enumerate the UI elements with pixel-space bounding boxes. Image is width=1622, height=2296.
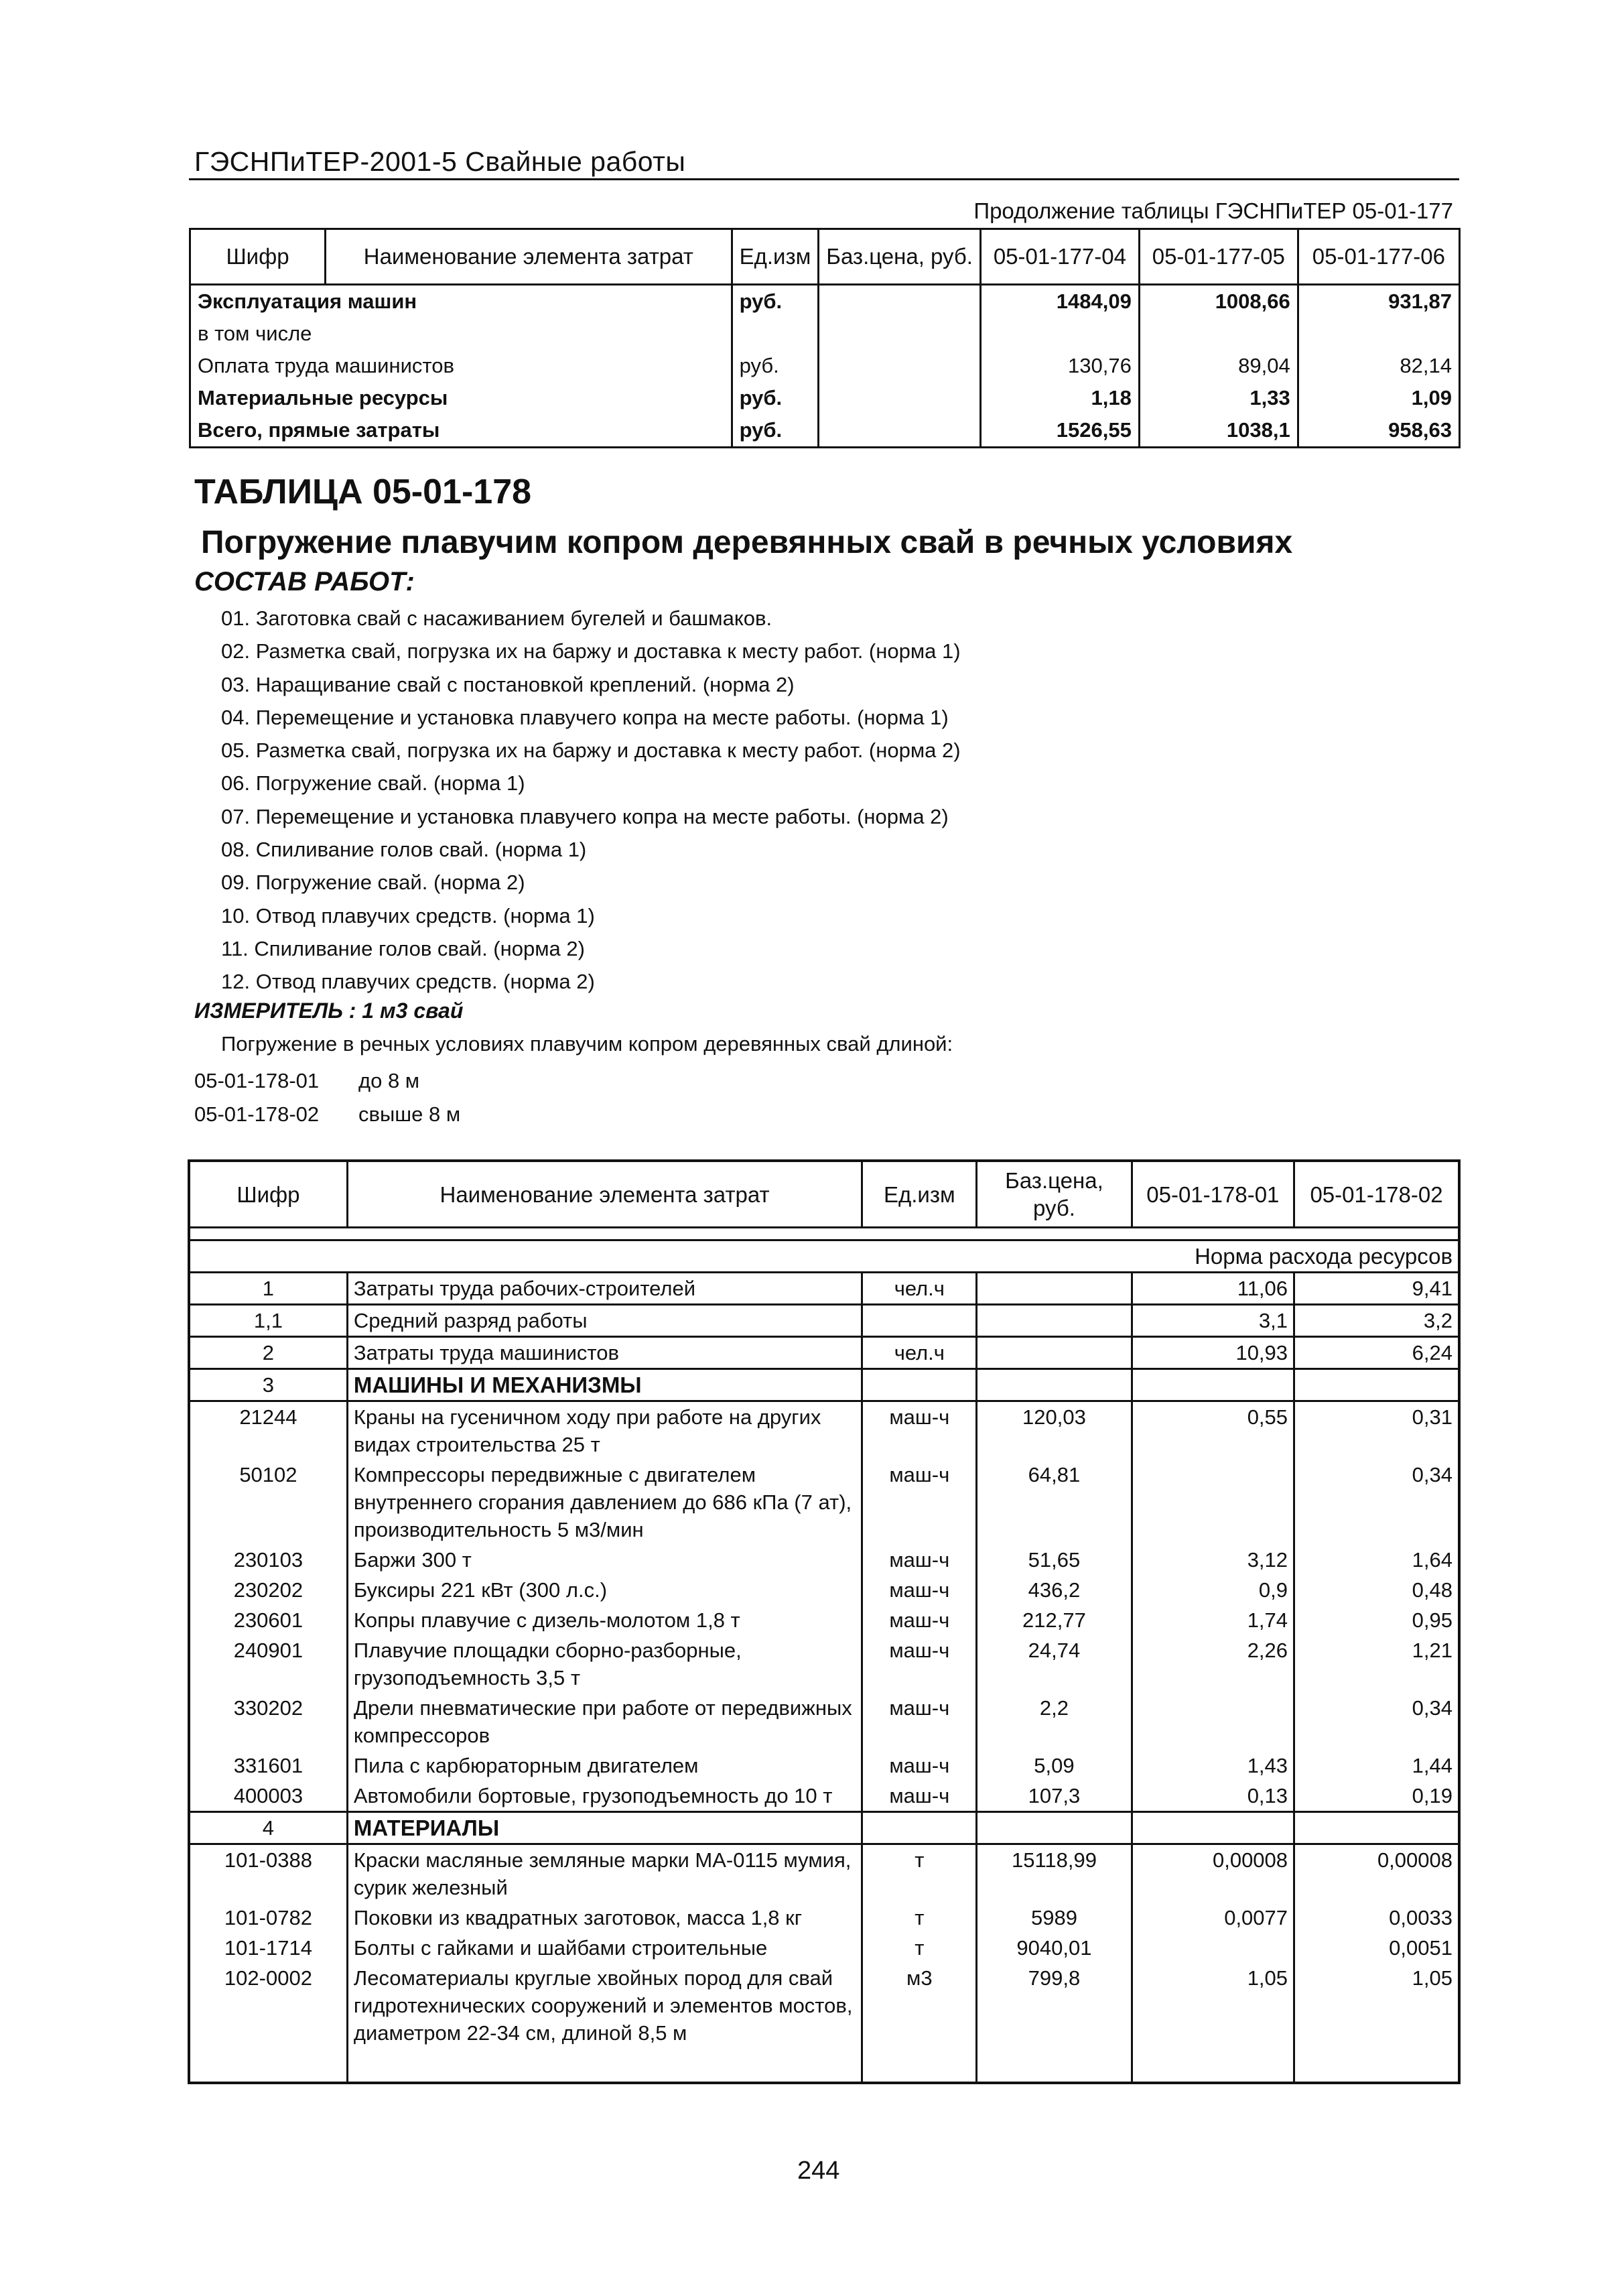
empty-cell	[862, 2048, 977, 2083]
code-list	[194, 1064, 460, 1131]
row-price: 212,77	[977, 1605, 1132, 1635]
table1-header-row	[190, 229, 1460, 285]
row-value: 3,2	[1294, 1305, 1459, 1337]
continuation-note: Продолжение таблицы ГЭСНПиТЕР 05-01-177	[973, 198, 1453, 223]
table-row	[189, 1460, 1459, 1545]
row-name: Автомобили бортовые, грузоподъемность до 10 т	[347, 1781, 862, 1812]
row-price	[819, 414, 981, 448]
row-price: 436,2	[977, 1575, 1132, 1605]
row-price	[977, 1812, 1132, 1844]
table-row	[190, 318, 1460, 350]
row-value: 1,43	[1132, 1750, 1294, 1781]
code-id: 05-01-178-02	[194, 1102, 320, 1126]
work-item: 12. Отвод плавучих средств. (норма 2)	[221, 970, 595, 994]
row-value: 0,48	[1294, 1575, 1459, 1605]
row-value: 0,9	[1132, 1575, 1294, 1605]
empty-cell	[1132, 2048, 1294, 2083]
row-unit: руб.	[732, 414, 819, 448]
table-row	[189, 1575, 1459, 1605]
row-unit: т	[862, 1933, 977, 1963]
table-row	[189, 1273, 1459, 1305]
row-name: Баржи 300 т	[347, 1545, 862, 1575]
row-value: 2,26	[1132, 1635, 1294, 1693]
work-item: 09. Погружение свай. (норма 2)	[221, 871, 525, 895]
row-unit: маш-ч	[862, 1781, 977, 1812]
row-code: 4	[189, 1812, 347, 1844]
row-value: 10,93	[1132, 1337, 1294, 1369]
row-price: 24,74	[977, 1635, 1132, 1693]
row-value: 1,44	[1294, 1750, 1459, 1781]
row-value: 1526,55	[980, 414, 1139, 448]
row-unit: т	[862, 1844, 977, 1903]
work-item: 03. Наращивание свай с постановкой креплений. (норма 2)	[221, 672, 795, 696]
row-code: 1	[189, 1273, 347, 1305]
row-price: 9040,01	[977, 1933, 1132, 1963]
header-rule	[189, 178, 1459, 180]
table-row	[189, 1545, 1459, 1575]
row-name: МАТЕРИАЛЫ	[347, 1812, 862, 1844]
row-value: 3,12	[1132, 1545, 1294, 1575]
row-unit: чел.ч	[862, 1337, 977, 1369]
work-item: 06. Погружение свай. (норма 1)	[221, 771, 525, 795]
table1-header-cell: 05-01-177-06	[1298, 229, 1459, 285]
row-value: 0,00008	[1294, 1844, 1459, 1903]
table2-header-cell: 05-01-178-02	[1294, 1161, 1459, 1228]
empty-cell	[977, 2048, 1132, 2083]
row-price	[819, 350, 981, 382]
table-row	[189, 1305, 1459, 1337]
row-code: 2	[189, 1337, 347, 1369]
row-value: 1484,09	[980, 285, 1139, 318]
table1-header-cell: Ед.изм	[732, 229, 819, 285]
row-unit: руб.	[732, 285, 819, 318]
row-code: 101-0782	[189, 1903, 347, 1933]
table1-header-cell: Наименование элемента затрат	[326, 229, 732, 285]
table2-body	[189, 1273, 1459, 2084]
table-row	[189, 1337, 1459, 1369]
norm-row	[189, 1240, 1459, 1273]
row-price	[819, 318, 981, 350]
row-name: Материальные ресурсы	[190, 382, 732, 414]
row-code: 230601	[189, 1605, 347, 1635]
row-unit	[732, 318, 819, 350]
row-value: 0,31	[1294, 1401, 1459, 1460]
row-code: 1,1	[189, 1305, 347, 1337]
work-item: 02. Разметка свай, погрузка их на баржу и доставка к месту работ. (норма 1)	[221, 639, 961, 663]
row-value: 931,87	[1298, 285, 1459, 318]
row-code: 101-0388	[189, 1844, 347, 1903]
row-value: 89,04	[1139, 350, 1298, 382]
row-name: Буксиры 221 кВт (300 л.с.)	[347, 1575, 862, 1605]
row-price	[819, 285, 981, 318]
table-row	[189, 1903, 1459, 1933]
code-id: 05-01-178-01	[194, 1069, 320, 1092]
row-value: 0,0077	[1132, 1903, 1294, 1933]
row-price: 51,65	[977, 1545, 1132, 1575]
row-value: 1,09	[1298, 382, 1459, 414]
row-code: 330202	[189, 1693, 347, 1750]
empty-cell	[1294, 2048, 1459, 2083]
row-code: 230202	[189, 1575, 347, 1605]
row-value: 6,24	[1294, 1337, 1459, 1369]
table2-header-cell: Шифр	[189, 1161, 347, 1228]
row-unit: маш-ч	[862, 1693, 977, 1750]
row-code: 101-1714	[189, 1933, 347, 1963]
row-name: Всего, прямые затраты	[190, 414, 732, 448]
table-title: ТАБЛИЦА 05-01-178	[194, 472, 532, 511]
row-value: 130,76	[980, 350, 1139, 382]
row-price: 107,3	[977, 1781, 1132, 1812]
row-unit: руб.	[732, 350, 819, 382]
table-row	[189, 1401, 1459, 1460]
measure-unit: ИЗМЕРИТЕЛЬ : 1 м3 свай	[194, 999, 464, 1023]
row-value: 11,06	[1132, 1273, 1294, 1305]
row-name: Дрели пневматические при работе от передвижных компрессоров	[347, 1693, 862, 1750]
row-value: 0,34	[1294, 1693, 1459, 1750]
row-value	[1294, 1812, 1459, 1844]
table2-header-cell: Баз.цена, руб.	[977, 1161, 1132, 1228]
row-name: Эксплуатация машин	[190, 285, 732, 318]
row-value	[1132, 1933, 1294, 1963]
row-value: 0,0033	[1294, 1903, 1459, 1933]
row-code: 102-0002	[189, 1963, 347, 2048]
running-title: ГЭСНПиТЕР-2001-5 Свайные работы	[194, 146, 686, 177]
code-item	[194, 1098, 460, 1131]
row-value	[1132, 1460, 1294, 1545]
row-name: Поковки из квадратных заготовок, масса 1,8 кг	[347, 1903, 862, 1933]
code-item	[194, 1064, 460, 1098]
row-value: 1,74	[1132, 1605, 1294, 1635]
row-name: Краны на гусеничном ходу при работе на других видах строительства 25 т	[347, 1401, 862, 1460]
row-value: 82,14	[1298, 350, 1459, 382]
empty-cell	[347, 2048, 862, 2083]
row-code: 240901	[189, 1635, 347, 1693]
row-code: 331601	[189, 1750, 347, 1781]
row-value: 0,19	[1294, 1781, 1459, 1812]
row-value	[1132, 1369, 1294, 1401]
row-name: Затраты труда рабочих-строителей	[347, 1273, 862, 1305]
row-value	[1294, 1369, 1459, 1401]
table-row	[189, 1605, 1459, 1635]
codes-intro: Погружение в речных условиях плавучим копром деревянных свай длиной:	[221, 1032, 953, 1056]
work-item: 10. Отвод плавучих средств. (норма 1)	[221, 903, 595, 928]
row-name: в том числе	[190, 318, 732, 350]
row-name: Средний разряд работы	[347, 1305, 862, 1337]
row-price: 5989	[977, 1903, 1132, 1933]
row-unit: маш-ч	[862, 1545, 977, 1575]
section-row	[189, 1812, 1459, 1844]
row-unit: маш-ч	[862, 1605, 977, 1635]
row-price	[819, 382, 981, 414]
table-row	[189, 1750, 1459, 1781]
row-unit: маш-ч	[862, 1460, 977, 1545]
row-value	[1298, 318, 1459, 350]
row-value	[1139, 318, 1298, 350]
row-value: 1,33	[1139, 382, 1298, 414]
code-desc: свыше 8 м	[358, 1102, 461, 1126]
table-row	[190, 285, 1460, 318]
table1-header-cell: Баз.цена, руб.	[819, 229, 981, 285]
row-name: Оплата труда машинистов	[190, 350, 732, 382]
row-value	[1132, 1812, 1294, 1844]
row-value: 0,95	[1294, 1605, 1459, 1635]
row-name: Плавучие площадки сборно-разборные, грузоподъемность 3,5 т	[347, 1635, 862, 1693]
row-unit: маш-ч	[862, 1635, 977, 1693]
row-name: МАШИНЫ И МЕХАНИЗМЫ	[347, 1369, 862, 1401]
table2-header-cell: Ед.изм	[862, 1161, 977, 1228]
row-value: 958,63	[1298, 414, 1459, 448]
work-item: 05. Разметка свай, погрузка их на баржу и доставка к месту работ. (норма 2)	[221, 739, 961, 763]
row-code: 400003	[189, 1781, 347, 1812]
table-row	[189, 1635, 1459, 1693]
empty-cell	[189, 2048, 347, 2083]
row-value: 1,05	[1132, 1963, 1294, 2048]
table2-header-cell: 05-01-178-01	[1132, 1161, 1294, 1228]
row-unit: т	[862, 1903, 977, 1933]
row-value: 0,0051	[1294, 1933, 1459, 1963]
row-value: 0,13	[1132, 1781, 1294, 1812]
table-subtitle: Погружение плавучим копром деревянных свай в речных условиях	[201, 525, 1293, 560]
table-row	[190, 414, 1460, 448]
row-value: 1,21	[1294, 1635, 1459, 1693]
row-value: 1,64	[1294, 1545, 1459, 1575]
row-unit	[862, 1812, 977, 1844]
row-name: Пила с карбюраторным двигателем	[347, 1750, 862, 1781]
table2-header-cell: Наименование элемента затрат	[347, 1161, 862, 1228]
row-name: Компрессоры передвижные с двигателем внутреннего сгорания давлением до 686 кПа (7 ат), производительность 5 м3/мин	[347, 1460, 862, 1545]
work-item: 07. Перемещение и установка плавучего копра на месте работы. (норма 2)	[221, 804, 949, 828]
table1-header-cell: 05-01-177-04	[980, 229, 1139, 285]
norm-label: Норма расхода ресурсов	[189, 1240, 1459, 1273]
row-value: 9,41	[1294, 1273, 1459, 1305]
row-price: 2,2	[977, 1693, 1132, 1750]
page-number: 244	[797, 2157, 840, 2185]
row-value	[980, 318, 1139, 350]
row-unit: маш-ч	[862, 1750, 977, 1781]
row-unit: чел.ч	[862, 1273, 977, 1305]
row-value: 3,1	[1132, 1305, 1294, 1337]
row-unit	[862, 1305, 977, 1337]
row-code: 3	[189, 1369, 347, 1401]
row-price: 15118,99	[977, 1844, 1132, 1903]
work-item: 08. Спиливание голов свай. (норма 1)	[221, 838, 587, 862]
row-value	[1132, 1693, 1294, 1750]
row-name: Краски масляные земляные марки МА-0115 мумия, сурик железный	[347, 1844, 862, 1903]
row-unit: маш-ч	[862, 1575, 977, 1605]
row-price: 5,09	[977, 1750, 1132, 1781]
row-unit: руб.	[732, 382, 819, 414]
table-05-01-178	[188, 1159, 1461, 2084]
works-list	[221, 602, 961, 999]
row-unit: м3	[862, 1963, 977, 2048]
work-item: 04. Перемещение и установка плавучего копра на месте работы. (норма 1)	[221, 705, 949, 729]
row-unit: маш-ч	[862, 1401, 977, 1460]
row-price: 120,03	[977, 1401, 1132, 1460]
row-value: 0,55	[1132, 1401, 1294, 1460]
row-unit	[862, 1369, 977, 1401]
row-price: 64,81	[977, 1460, 1132, 1545]
row-name: Копры плавучие с дизель-молотом 1,8 т	[347, 1605, 862, 1635]
row-price	[977, 1305, 1132, 1337]
section-row	[189, 1369, 1459, 1401]
table-row	[189, 1693, 1459, 1750]
row-value: 0,34	[1294, 1460, 1459, 1545]
work-item: 11. Спиливание голов свай. (норма 2)	[221, 936, 585, 960]
row-price	[977, 1273, 1132, 1305]
table-row	[189, 1844, 1459, 1903]
works-heading: СОСТАВ РАБОТ:	[194, 567, 415, 596]
row-value: 1,18	[980, 382, 1139, 414]
code-desc: до 8 м	[358, 1069, 420, 1092]
row-name: Болты с гайками и шайбами строительные	[347, 1933, 862, 1963]
table-row	[189, 1963, 1459, 2048]
table-row	[190, 350, 1460, 382]
table-05-01-177	[189, 228, 1461, 448]
table-row	[190, 382, 1460, 414]
table2-bottom-padding	[189, 2048, 1459, 2083]
row-value: 1038,1	[1139, 414, 1298, 448]
table-row	[189, 1933, 1459, 1963]
work-item: 01. Заготовка свай с насаживанием бугелей и башмаков.	[221, 607, 772, 630]
row-code: 230103	[189, 1545, 347, 1575]
table1-body	[190, 285, 1460, 448]
row-name: Затраты труда машинистов	[347, 1337, 862, 1369]
table2-spacer	[189, 1228, 1459, 1240]
row-price	[977, 1337, 1132, 1369]
table2-header-row	[189, 1161, 1459, 1228]
table-row	[189, 1781, 1459, 1812]
row-value: 0,00008	[1132, 1844, 1294, 1903]
row-code: 50102	[189, 1460, 347, 1545]
row-price	[977, 1369, 1132, 1401]
table1-header-cell: 05-01-177-05	[1139, 229, 1298, 285]
row-value: 1008,66	[1139, 285, 1298, 318]
row-price: 799,8	[977, 1963, 1132, 2048]
table1-header-cell: Шифр	[190, 229, 326, 285]
row-name: Лесоматериалы круглые хвойных пород для свай гидротехнических сооружений и элементов мостов, диаметром 22-34 см, длиной 8,5 м	[347, 1963, 862, 2048]
row-value: 1,05	[1294, 1963, 1459, 2048]
row-code: 21244	[189, 1401, 347, 1460]
